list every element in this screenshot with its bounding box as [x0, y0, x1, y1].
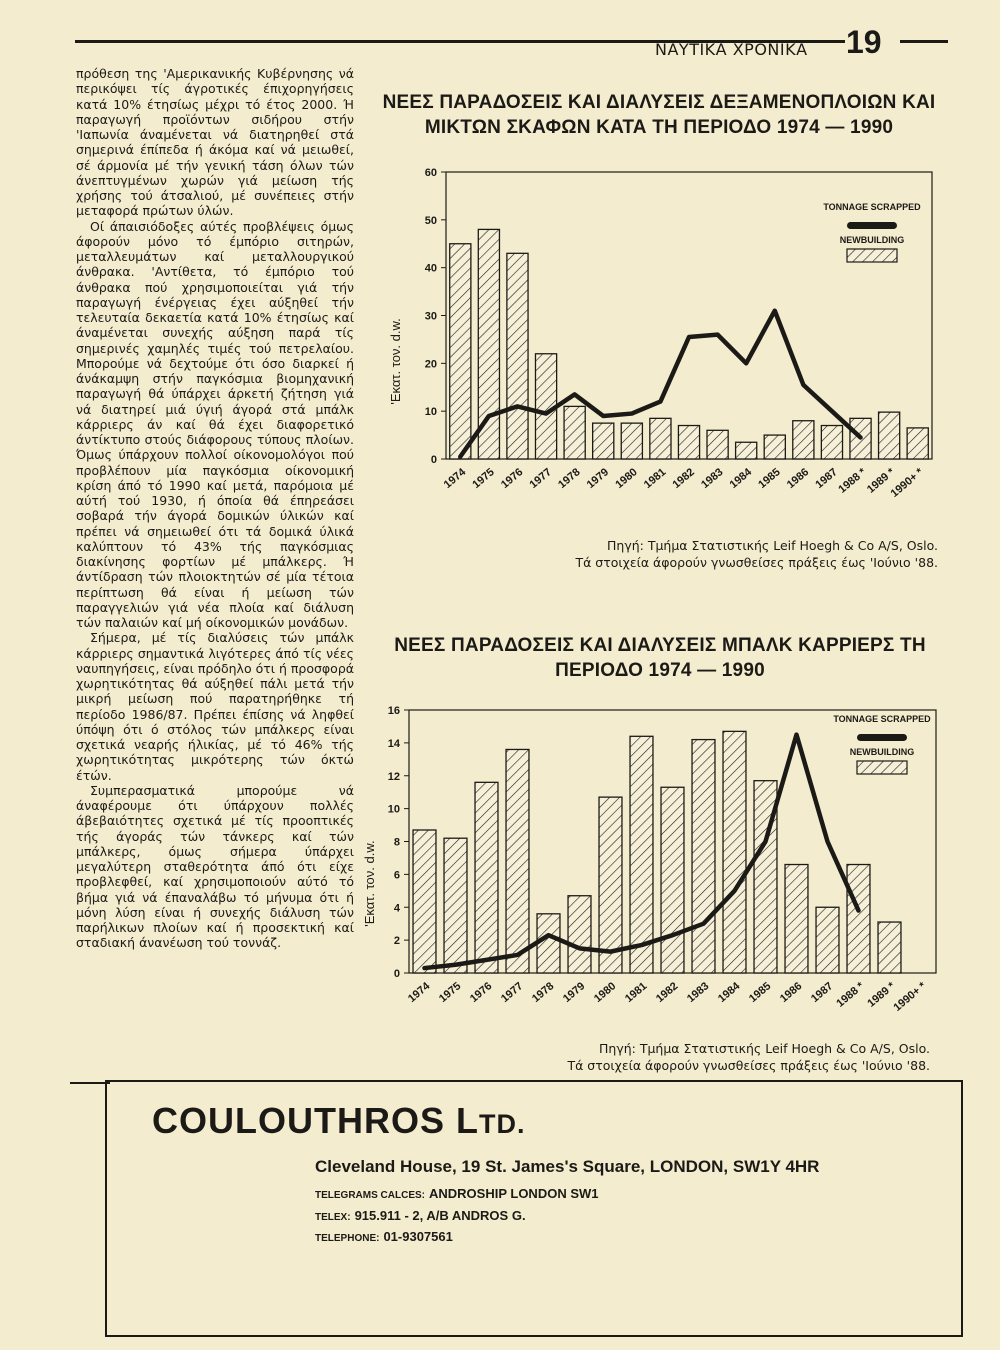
ad-rule [70, 1082, 110, 1084]
chart1-bar [793, 421, 814, 459]
ad-telex-value: 915.911 - 2, A/B ANDROS G. [354, 1208, 526, 1223]
chart1-source [470, 537, 938, 571]
ad-company-main: COULOUTHROS L [152, 1100, 479, 1141]
chart2-xtick-label: 1976 [467, 980, 495, 1006]
chart2-xtick-label: 1982 [653, 980, 681, 1006]
chart2-legend-line-label: TONNAGE SCRAPPED [833, 714, 931, 724]
header-rule-right [900, 40, 948, 43]
chart2-bar [506, 749, 529, 973]
chart1-title: ΝΕΕΣ ΠΑΡΑΔΟΣΕΙΣ ΚΑΙ ΔΙΑΛΥΣΕΙΣ ΔΕΞΑΜΕΝΟΠΛΟΙΩΝ ΚΑΙ ΜΙΚΤΩΝ ΣΚΑΦΩΝ ΚΑΤΑ ΤΗ ΠΕΡΙΟΔΟ 1974 — 1990 [382, 92, 936, 138]
chart1-ytick-label: 30 [424, 310, 437, 323]
chart2-xtick-label: 1975 [436, 980, 464, 1006]
chart1-xtick-label: 1984 [727, 466, 755, 492]
chart2-bar [723, 731, 746, 973]
chart2-xtick-label: 1987 [808, 980, 836, 1006]
chart1-xtick-label: 1976 [498, 466, 526, 492]
chart2-bar [599, 797, 622, 973]
chart1-xtick-label: 1981 [641, 466, 669, 492]
chart2-ylabel: 'Εκατ. τον. d.w. [362, 840, 377, 927]
page-number: 19 [846, 24, 882, 60]
ad-telex [315, 1208, 526, 1223]
article-column [76, 66, 354, 951]
chart1-ylabel: 'Εκατ. τον. d.w. [388, 318, 403, 405]
chart1-bar [593, 423, 614, 459]
chart2-bar [444, 838, 467, 973]
chart1 [370, 160, 960, 535]
chart2-xtick-label: 1985 [746, 980, 774, 1006]
chart1-xtick-label: 1985 [756, 466, 783, 492]
chart2-bar [537, 914, 560, 973]
article-paragraph: πρόθεση της 'Αμερικανικής Κυβέρνησης νά περικόψει τίς άγροτικές έπιχορηγήσεις κατά 10% έτησίως μέχρι τό έτος 2000. Ή παραγωγή προϊόντων σιδήρου στήν 'Ιαπωνία άναμένεται νά διατηρηθεί στά σημερινά έπίπεδα ή άκόμα καί νά μειωθεί, σέ άρμονία μέ τήν γενική τάση όλων τών άνεπτυγμένων χωρών γιά μείωση τής χρήσης τού άτσαλιού, μέ συνέπειες στήν μεταφορά πρώτων ύλών. [76, 66, 354, 219]
chart2-bar [413, 830, 436, 973]
article-paragraph: Σήμερα, μέ τίς διαλύσεις τών μπάλκ κάρριερς σημαντικά λιγότερες άπό τίς νέες ναυπηγήσεις, είναι πρόδηλο ότι ή προσφορά χωρητικότητας θά αύξηθεί πάλι μετά τήν μικρή μείωση πού παρατηρήθηκε τή περίοδο 1986/87. Πρέπει έπίσης νά ληφθεί ύπόψη ότι ό στόλος τών μπάλκερς είναι σχετικά νεαρής ήλικίας, μέ τό 46% τής χωρητικότητας μικρότερης τών όκτώ έτών. [76, 630, 354, 783]
chart1-bar [507, 253, 528, 459]
chart2-xtick-label: 1990+ * [891, 980, 929, 1014]
chart1-xtick-label: 1974 [441, 466, 469, 492]
ad-company-name [152, 1100, 525, 1142]
article-paragraph: Συμπερασματικά μπορούμε νά άναφέρουμε ότι ύπάρχουν πολλές άβεβαιότητες σχετικά μέ τίς προοπτικές τής άγοράς τών τάνκερς καί τών μπάλκερς, όμως σήμερα ύπάρχει μεγαλύτερη σταθερότητα άπό ότι είχε προβλεφθεί, καί χρησιμοποιούν αύτό τό βήμα γιά νά έπαναλάβω τό μήνυμα ότι ή μόνη λύση είναι ή συνεχής διάλυση τών παρήλικων πλοίων καί ή προσεκτική καί σταδιακή άνανέωση τού τοννάζ. [76, 782, 354, 951]
chart1-ytick-label: 0 [430, 454, 437, 466]
chart2-bar [816, 907, 839, 973]
chart2-xtick-label: 1981 [622, 980, 650, 1006]
chart2-bar [878, 922, 901, 973]
chart2-ytick-label: 2 [393, 935, 400, 948]
chart2-xtick-label: 1977 [498, 980, 526, 1006]
chart1-ytick-label: 40 [424, 262, 437, 275]
chart1-ytick-label: 20 [424, 358, 437, 371]
chart2-xtick-label: 1974 [405, 980, 433, 1006]
chart2-xtick-label: 1984 [715, 980, 743, 1006]
chart2-legend-bar-swatch [857, 761, 907, 774]
chart1-xtick-label: 1982 [670, 466, 697, 492]
chart2-legend-line-swatch [857, 734, 907, 741]
chart2-bar [661, 787, 684, 973]
chart1-bar [764, 435, 785, 459]
chart1-xtick-label: 1988 * [836, 466, 869, 496]
chart2-source-line: Τά στοιχεία άφορούν γνωσθείσες πράξεις έως 'Ιούνιο '88. [567, 1058, 930, 1073]
chart2-ytick-label: 14 [387, 737, 400, 750]
ad-telephone-value: 01-9307561 [383, 1229, 453, 1244]
chart1-xtick-label: 1989 * [864, 466, 898, 496]
chart1-xtick-label: 1986 [784, 466, 812, 492]
publication-name: ΝΑΥΤΙΚΑ ΧΡΟΝΙΚΑ [655, 40, 808, 59]
chart1-legend-bar-swatch [847, 249, 897, 262]
chart2-ytick-label: 8 [393, 836, 400, 849]
chart1-bar [907, 428, 928, 459]
ad-telegrams-value: ANDROSHIP LONDON SW1 [429, 1186, 599, 1201]
chart2-bar [568, 896, 591, 973]
chart2-source-line: Πηγή: Τμήμα Στατιστικής Leif Hoegh & Co A/S, Oslo. [599, 1041, 930, 1056]
chart2-bar [475, 782, 498, 973]
chart1-bar [678, 426, 699, 459]
chart1-bar [621, 423, 642, 459]
chart2-xtick-label: 1979 [560, 980, 588, 1006]
chart1-bar [736, 442, 757, 459]
chart2-ytick-label: 4 [393, 902, 400, 915]
chart1-bar [564, 406, 585, 459]
chart2-ytick-label: 16 [387, 705, 400, 717]
chart2-ytick-label: 6 [393, 869, 400, 882]
chart2-ytick-label: 12 [387, 770, 400, 783]
chart1-xtick-label: 1987 [813, 466, 840, 492]
chart1-xtick-label: 1990+ * [888, 466, 926, 500]
ad-company-suffix: TD. [478, 1109, 526, 1139]
chart1-source-line: Τά στοιχεία άφορούν γνωσθείσες πράξεις έως 'Ιούνιο '88. [575, 555, 938, 570]
ad-address: Cleveland House, 19 St. James's Square, LONDON, SW1Y 4HR [315, 1157, 820, 1176]
chart1-xtick-label: 1980 [613, 466, 640, 492]
chart1-bar [821, 426, 842, 459]
ad-telephone-label: TELEPHONE: [315, 1233, 380, 1244]
chart1-legend-bar-label: NEWBUILDING [839, 235, 905, 245]
chart2-source [460, 1040, 930, 1074]
chart2-xtick-label: 1983 [684, 980, 712, 1006]
chart1-ytick-label: 60 [424, 167, 437, 179]
chart1-legend-line-label: TONNAGE SCRAPPED [823, 202, 921, 212]
chart2-bar [785, 865, 808, 973]
chart2-xtick-label: 1978 [529, 980, 557, 1006]
chart1-source-line: Πηγή: Τμήμα Στατιστικής Leif Hoegh & Co A/S, Oslo. [607, 538, 938, 553]
chart2 [362, 700, 960, 1035]
chart1-xtick-label: 1977 [527, 466, 554, 492]
chart2-xtick-label: 1986 [777, 980, 805, 1006]
chart1-bar [650, 418, 671, 459]
chart2-bar [692, 740, 715, 973]
chart2-legend-bar-label: NEWBUILDING [849, 747, 915, 757]
chart1-xtick-label: 1979 [584, 466, 612, 492]
advertisement [105, 1080, 963, 1337]
chart2-ytick-label: 10 [387, 803, 400, 816]
article-paragraph: Οί άπαισιόδοξες αύτές προβλέψεις όμως άφορούν μόνο τό έμπόριο σιτηρών, μεταλλευμάτων καί μεταλλουργικού άνθρακα. 'Αντίθετα, τό έμπόριο τού άνθρακα πού χρησιμοποιείται γιά τήν παραγωγή ένέργειας έχει αύξηθεί τήν τελευταία δεκαετία κατά 10% έτησίως καί άναμένεται συνεχής αύξηση παρά τίς σημερινές χαμηλές τιμές τού πετρελαίου. Μπορούμε νά δεχτούμε ότι όσο διαρκεί ή άνάκαμψη στήν παγκόσμια βιομηχανική παραγωγή θά ύπάρχει άρκετή ζήτηση γιά νά διατηρεί μιά ύγιή άγορά στά μπάλκ κάρριερς άν καί θά έχει διαφορετικό άντίκτυπο στούς διάφορους τύπους πλοίων. Όμως ύπάρχουν πολλοί οίκονομολόγοι πού προβλέπουν μία παγκόσμια οίκονομική κρίση άπό τό 1990 καί μετά, παρόμοια μέ αύτή τού 1930, ή όποία θά έπηρεάσει σοβαρά τήν άγορά δομικών ύλικών καί πρέπει νά σημειωθεί ότι τά δομικά ύλικά καλύπτουν τό 43% τής παγκόσμιας διακίνησης φορτίων μέ μπάλκερς. Ή άντίδραση τών πλοιοκτητών σέ μία τέτοια περίπτωση θά είναι ή μείωση τών παραγγελιών γιά νέα πλοία καί διάλυση τών παλαιών καί μή οίκονομικών μονάδων. [76, 218, 354, 630]
chart1-ytick-label: 50 [424, 214, 437, 227]
chart2-bar [847, 865, 870, 973]
chart1-bar [879, 412, 900, 459]
chart1-ytick-label: 10 [424, 406, 437, 419]
chart2-xtick-label: 1989 * [865, 980, 898, 1010]
chart2-xtick-label: 1980 [591, 980, 619, 1006]
chart2-xtick-label: 1988 * [834, 980, 867, 1010]
ad-telephone [315, 1229, 453, 1244]
chart2-ytick-label: 0 [393, 968, 400, 980]
chart1-legend-line-swatch [847, 222, 897, 229]
chart1-bar [707, 430, 728, 459]
chart1-xtick-label: 1975 [470, 466, 497, 492]
chart2-title: ΝΕΕΣ ΠΑΡΑΔΟΣΕΙΣ ΚΑΙ ΔΙΑΛΥΣΕΙΣ ΜΠΑΛΚ ΚΑΡΡΙΕΡΣ ΤΗ ΠΕΡΙΟΔΟ 1974 — 1990 [394, 635, 926, 681]
chart1-xtick-label: 1983 [699, 466, 726, 492]
chart1-bar [450, 244, 471, 459]
ad-telex-label: TELEX: [315, 1212, 351, 1223]
ad-telegrams [315, 1186, 599, 1201]
chart2-bar [630, 736, 653, 973]
chart1-xtick-label: 1978 [556, 466, 583, 492]
ad-telegrams-label: TELEGRAMS CALCES: [315, 1190, 425, 1201]
